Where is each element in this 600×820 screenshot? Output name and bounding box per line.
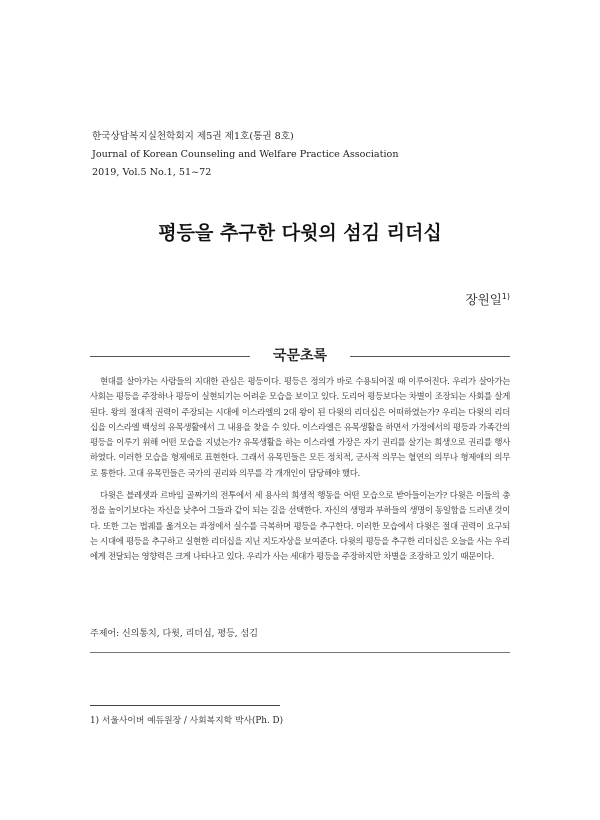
keywords-divider <box>90 652 510 653</box>
keywords: 주제어: 신의통치, 다윗, 리더십, 평등, 섬김 <box>90 629 258 639</box>
abstract-heading-rule-right <box>350 356 510 357</box>
author <box>466 290 510 308</box>
footnote: 1) 서울사이버 예듀원장 / 사회복지학 박사(Ph. D) <box>90 716 284 726</box>
journal-issue: 2019, Vol.5 No.1, 51~72 <box>92 167 212 178</box>
journal-english-name: Journal of Korean Counseling and Welfare Practice Association <box>92 149 399 160</box>
author-name: 장원일 <box>465 292 502 307</box>
journal-header <box>92 128 399 182</box>
abstract-heading-label: 국문초록 <box>272 348 328 364</box>
abstract-body <box>90 374 510 572</box>
footnote-divider <box>90 705 280 706</box>
abstract-paragraph-1: 현대를 살아가는 사람들의 지대한 관심은 평등이다. 평등은 정의가 바로 수용되어질 때 이루어진다. 우리가 살아가는 사회는 평등을 주장하나 평등이 실현되기는 어려운 모습을 보이고 있다. 도리어 평등보다는 차별이 조장되는 사회를 살게 된다. 왕의 절대적 권력이 주장되는 시대에 이스라엘의 2대 왕이 된 다윗의 리더십은 어떠하였는가? 우리는 다윗의 리더십을 이스라엘 백성의 유목생활에서 그 내용을 찾을 수 있다. 이스라엘은 유목생활을 하면서 가정에서의 평등과 가족간의 평등을 이루기 위해 어떤 모습을 지녔는가? 유목생활을 하는 이스라엘 가장은 자기 권리를 살기는 희생으로 권리를 행사하였다. 이러한 모습을 형제애로 표현한다. 그래서 유목민들은 모든 정치적, 군사적 의무는 혈연의 의무나 형제애의 의무로 통한다. 고대 유목민들은 국가의 권리와 의무를 각 개개인이 담당해야 했다. <box>90 376 510 478</box>
paper-title: 평등을 추구한 다윗의 섬김 리더십 <box>158 222 442 244</box>
abstract-paragraph-2: 다윗은 블레셋과 르바임 골짜기의 전투에서 세 용사의 희생적 행동을 어떤 모습으로 받아들이는가? 다윗은 이들의 충정을 높이기보다는 자신을 낮추어 그들과 같이 되는 길을 선택한다. 자신의 생명과 부하들의 생명이 동일함을 드러낸 것이다. 또한 그는 법궤를 옮겨오는 과정에서 실수를 극복하며 평등을 추구한다. 이러한 모습에서 다윗은 절대 권력이 요구되는 시대에 평등을 추구하고 실현한 리더십을 지닌 지도자상을 보여준다. 다윗의 평등을 추구한 리더십은 오늘을 사는 우리에게 전달되는 영향력은 크게 나타나고 있다. 우리가 사는 세대가 평등을 주장하지만 차별을 조장하고 있기 때문이다. <box>90 490 510 562</box>
abstract-heading <box>90 346 510 366</box>
journal-korean-name: 한국상담복지실천학회지 제5권 제1호(통권 8호) <box>92 131 294 142</box>
author-footnote-mark: 1) <box>501 291 510 301</box>
